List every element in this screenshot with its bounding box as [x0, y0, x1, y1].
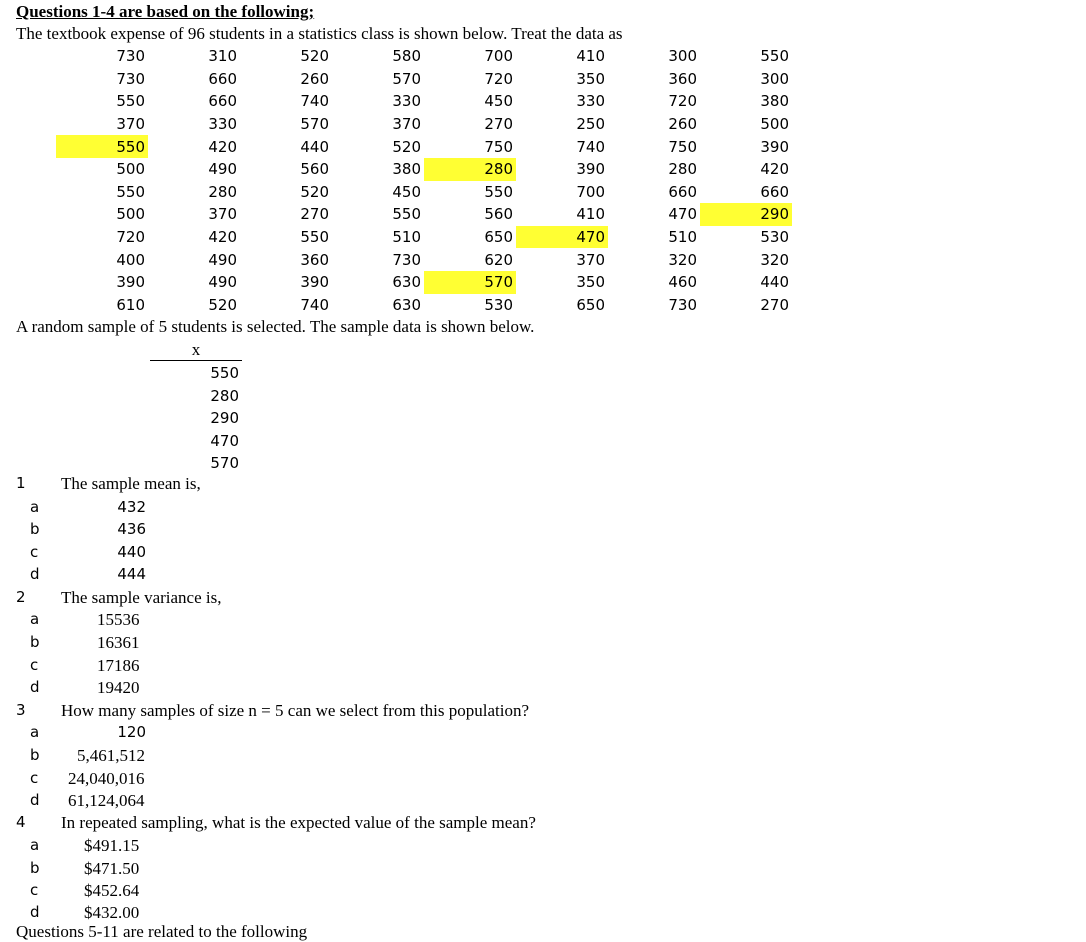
population-cell: 620 — [484, 250, 513, 269]
option-value: 440 — [117, 543, 146, 561]
option-letter: c — [30, 881, 39, 899]
option-letter: c — [30, 769, 39, 787]
population-cell: 570 — [300, 115, 329, 134]
population-cell: 720 — [668, 92, 697, 111]
population-cell: 470 — [668, 205, 697, 224]
question-text: How many samples of size n = 5 can we select from this population? — [61, 701, 529, 720]
population-cell: 530 — [484, 295, 513, 314]
population-cell: 550 — [56, 135, 148, 158]
option-letter: a — [30, 610, 40, 628]
population-cell: 490 — [208, 273, 237, 292]
option-value: 17186 — [97, 656, 140, 675]
population-row — [56, 271, 792, 294]
option-value: $471.50 — [84, 859, 140, 878]
population-cell: 580 — [392, 47, 421, 66]
population-cell: 530 — [760, 228, 789, 247]
option-value: $491.15 — [84, 836, 140, 855]
population-cell: 740 — [576, 137, 605, 156]
population-cell: 300 — [760, 69, 789, 88]
population-row — [56, 113, 792, 136]
population-cell: 550 — [116, 182, 145, 201]
sample-value: 550 — [210, 364, 239, 382]
population-cell: 360 — [668, 69, 697, 88]
question-text: In repeated sampling, what is the expected value of the sample mean? — [61, 813, 536, 832]
option-value: 19420 — [97, 678, 140, 697]
population-cell: 420 — [208, 228, 237, 247]
population-cell: 520 — [300, 47, 329, 66]
population-cell: 660 — [760, 182, 789, 201]
population-cell: 550 — [392, 205, 421, 224]
option-value: 61,124,064 — [68, 791, 145, 810]
population-cell: 380 — [760, 92, 789, 111]
population-cell: 750 — [668, 137, 697, 156]
population-cell: 370 — [576, 250, 605, 269]
population-cell: 420 — [760, 160, 789, 179]
population-cell: 330 — [392, 92, 421, 111]
population-cell: 570 — [424, 271, 516, 294]
population-cell: 520 — [392, 137, 421, 156]
population-cell: 290 — [700, 203, 792, 226]
question-number: 1 — [16, 474, 26, 492]
question-number: 4 — [16, 813, 26, 831]
section-heading: Questions 1-4 are based on the following; — [16, 2, 315, 21]
option-letter: a — [30, 723, 40, 741]
population-cell: 550 — [760, 47, 789, 66]
population-cell: 720 — [116, 228, 145, 247]
option-letter: d — [30, 565, 40, 583]
population-cell: 490 — [208, 250, 237, 269]
population-cell: 300 — [668, 47, 697, 66]
population-cell: 350 — [576, 273, 605, 292]
population-row — [56, 226, 792, 249]
population-cell: 440 — [300, 137, 329, 156]
option-letter: d — [30, 678, 40, 696]
population-cell: 360 — [300, 250, 329, 269]
intro-text: The textbook expense of 96 students in a statistics class is shown below. Treat the data as — [16, 24, 623, 43]
option-letter: a — [30, 498, 40, 516]
population-cell: 370 — [116, 115, 145, 134]
population-cell: 750 — [484, 137, 513, 156]
population-cell: 500 — [116, 205, 145, 224]
population-row — [56, 45, 792, 68]
option-letter: d — [30, 791, 40, 809]
option-value: 24,040,016 — [68, 769, 145, 788]
population-cell: 320 — [668, 250, 697, 269]
population-cell: 550 — [116, 92, 145, 111]
population-cell: 320 — [760, 250, 789, 269]
population-table — [56, 45, 792, 316]
population-cell: 420 — [208, 137, 237, 156]
population-cell: 700 — [484, 47, 513, 66]
population-row — [56, 248, 792, 271]
population-cell: 730 — [668, 295, 697, 314]
population-cell: 280 — [424, 158, 516, 181]
population-cell: 650 — [484, 228, 513, 247]
option-letter: d — [30, 903, 40, 921]
population-cell: 270 — [484, 115, 513, 134]
population-cell: 520 — [300, 182, 329, 201]
population-row — [56, 68, 792, 91]
sample-intro-text: A random sample of 5 students is selected. The sample data is shown below. — [16, 317, 535, 336]
population-cell: 650 — [576, 295, 605, 314]
sample-value: 290 — [210, 409, 239, 428]
population-cell: 350 — [576, 69, 605, 88]
population-row — [56, 90, 792, 113]
option-value: 436 — [117, 520, 146, 538]
population-cell: 550 — [484, 182, 513, 201]
population-cell: 630 — [392, 295, 421, 314]
option-value: $432.00 — [84, 903, 140, 922]
population-row — [56, 181, 792, 204]
population-cell: 510 — [668, 228, 697, 247]
population-cell: 410 — [576, 205, 605, 224]
population-cell: 630 — [392, 273, 421, 292]
question-number: 2 — [16, 588, 26, 606]
population-cell: 280 — [668, 160, 697, 179]
option-value: 5,461,512 — [77, 746, 145, 765]
option-letter: b — [30, 520, 40, 538]
population-row — [56, 294, 792, 317]
option-value: 444 — [117, 565, 146, 583]
option-value: 432 — [117, 498, 146, 516]
question-text: The sample mean is, — [61, 474, 201, 493]
population-cell: 560 — [300, 160, 329, 179]
population-cell: 250 — [576, 115, 605, 134]
population-cell: 270 — [760, 295, 789, 314]
population-cell: 450 — [392, 182, 421, 201]
population-cell: 330 — [576, 92, 605, 111]
population-cell: 330 — [208, 115, 237, 134]
option-letter: a — [30, 836, 40, 854]
population-cell: 390 — [300, 273, 329, 292]
population-cell: 500 — [116, 160, 145, 179]
population-cell: 660 — [668, 182, 697, 201]
population-cell: 520 — [208, 295, 237, 314]
option-value: 15536 — [97, 610, 140, 629]
option-letter: b — [30, 859, 40, 877]
option-value: 16361 — [97, 633, 140, 652]
option-value: 120 — [117, 723, 146, 741]
population-cell: 270 — [300, 205, 329, 224]
population-cell: 560 — [484, 205, 513, 224]
option-letter: b — [30, 633, 40, 651]
population-cell: 610 — [116, 295, 145, 314]
population-cell: 490 — [208, 160, 237, 179]
population-row — [56, 135, 792, 158]
population-cell: 390 — [760, 137, 789, 156]
population-cell: 550 — [300, 228, 329, 247]
sample-value: 470 — [210, 431, 239, 450]
population-cell: 720 — [484, 69, 513, 88]
population-cell: 660 — [208, 69, 237, 88]
population-cell: 470 — [516, 226, 608, 249]
population-cell: 660 — [208, 92, 237, 111]
sample-values-list — [150, 362, 242, 475]
population-cell: 380 — [392, 160, 421, 179]
population-cell: 400 — [116, 250, 145, 269]
option-letter: c — [30, 543, 39, 561]
population-cell: 510 — [392, 228, 421, 247]
next-section-heading-clipped: Questions 5-11 are related to the following — [16, 922, 308, 941]
population-row — [56, 158, 792, 181]
population-cell: 730 — [392, 250, 421, 269]
population-row — [56, 203, 792, 226]
population-cell: 390 — [116, 273, 145, 292]
sample-value: 570 — [210, 454, 239, 473]
population-cell: 740 — [300, 295, 329, 314]
population-cell: 370 — [392, 115, 421, 134]
option-letter: c — [30, 656, 39, 674]
question-number: 3 — [16, 701, 26, 719]
population-cell: 280 — [208, 182, 237, 201]
option-letter: b — [30, 746, 40, 764]
population-cell: 500 — [760, 115, 789, 134]
population-cell: 450 — [484, 92, 513, 111]
population-cell: 460 — [668, 273, 697, 292]
population-cell: 370 — [208, 205, 237, 224]
sample-column-header: x — [150, 340, 242, 361]
population-cell: 410 — [576, 47, 605, 66]
sample-value: 280 — [210, 386, 239, 405]
population-cell: 570 — [392, 69, 421, 88]
population-cell: 730 — [116, 69, 145, 88]
population-cell: 260 — [668, 115, 697, 134]
population-cell: 700 — [576, 182, 605, 201]
population-cell: 390 — [576, 160, 605, 179]
question-text: The sample variance is, — [61, 588, 222, 607]
population-cell: 260 — [300, 69, 329, 88]
population-cell: 730 — [116, 47, 145, 66]
population-cell: 740 — [300, 92, 329, 111]
population-cell: 310 — [208, 47, 237, 66]
population-cell: 440 — [760, 273, 789, 292]
option-value: $452.64 — [84, 881, 140, 900]
